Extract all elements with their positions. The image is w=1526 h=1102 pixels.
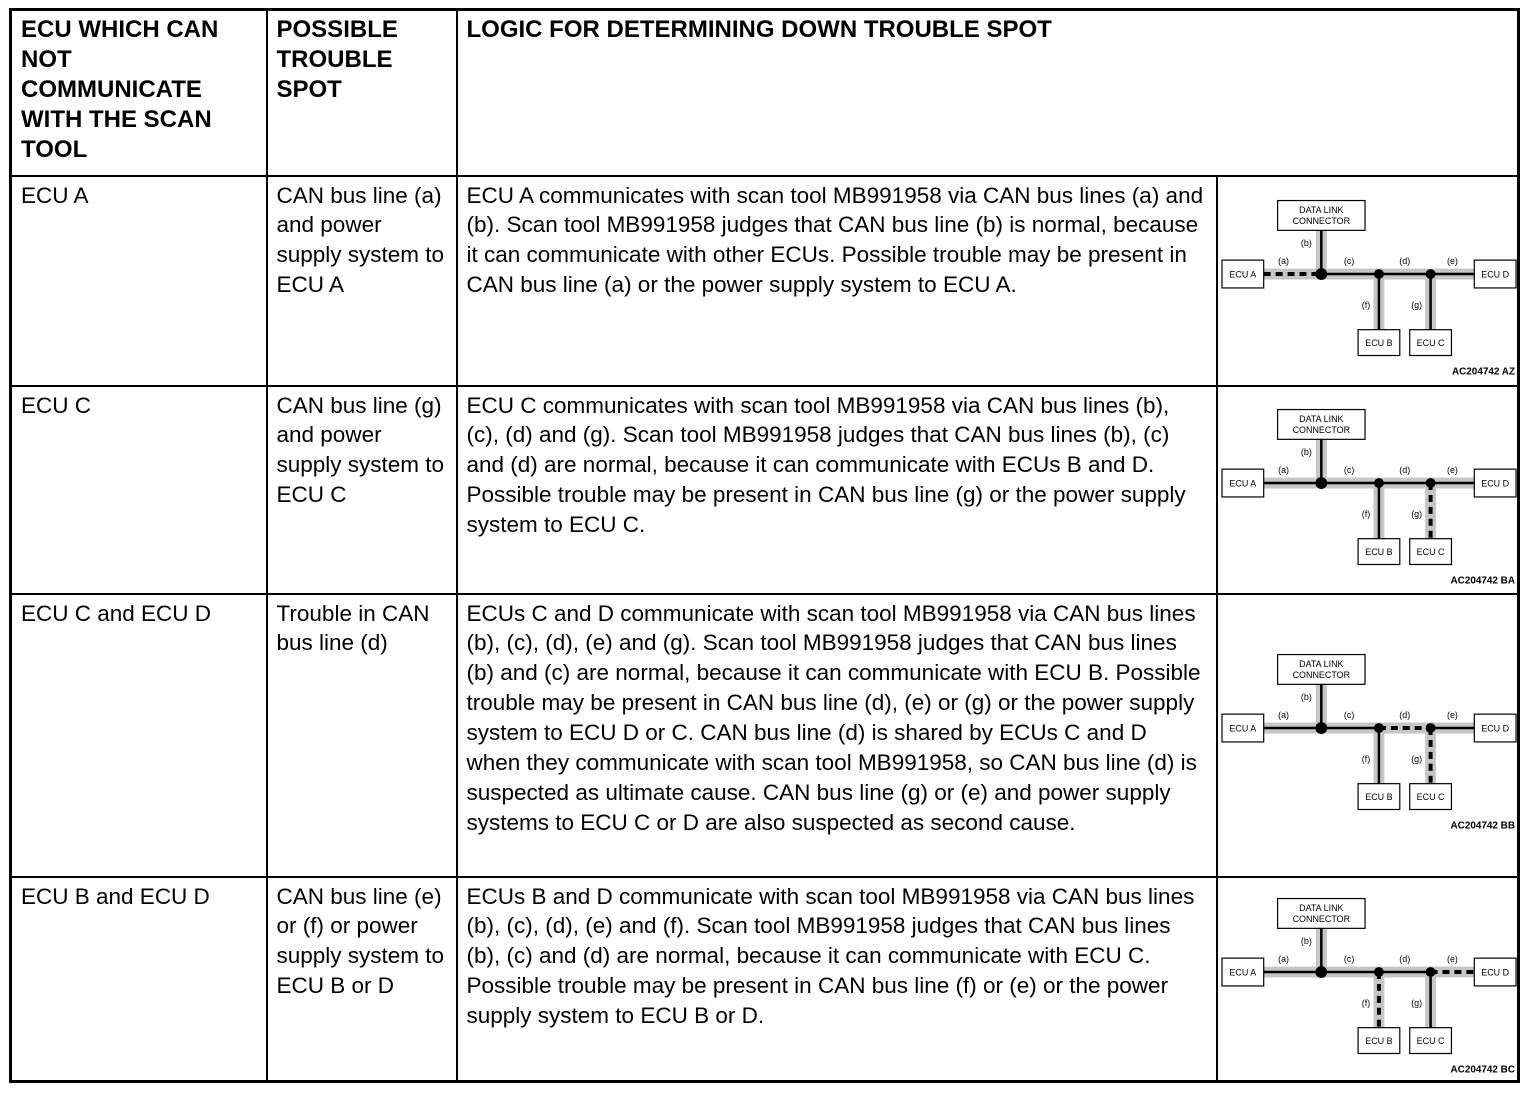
can-bus-diagram [1220, 880, 1518, 1078]
svg-text:ECU C: ECU C [1416, 546, 1444, 557]
junction-dot [1315, 268, 1327, 280]
header-cell-logic: LOGIC FOR DETERMINING DOWN TROUBLE SPOT [457, 10, 1519, 176]
junction-dot [1373, 478, 1383, 488]
svg-text:ECU B: ECU B [1364, 337, 1393, 348]
segment-label-b: (b) [1300, 692, 1312, 703]
cell-ecu: ECU B and ECU D [11, 877, 267, 1082]
segment-label-c: (c) [1343, 255, 1354, 266]
segment-label-b: (b) [1300, 446, 1312, 457]
can-bus-diagram [1220, 636, 1518, 834]
cell-ecu: ECU C and ECU D [11, 594, 267, 877]
svg-text:ECU A: ECU A [1228, 268, 1256, 279]
svg-text:CONNECTOR: CONNECTOR [1292, 670, 1350, 681]
table-row [11, 176, 1519, 386]
svg-text:CONNECTOR: CONNECTOR [1292, 913, 1350, 924]
svg-text:ECU D: ECU D [1480, 967, 1509, 978]
svg-text:CONNECTOR: CONNECTOR [1292, 424, 1350, 435]
segment-label-c: (c) [1343, 710, 1354, 721]
junction-dot [1373, 269, 1383, 279]
segment-label-c: (c) [1343, 953, 1354, 964]
junction-dot [1373, 723, 1383, 733]
segment-label-d: (d) [1398, 710, 1410, 721]
junction-dot [1425, 478, 1435, 488]
svg-text:DATA LINK: DATA LINK [1298, 902, 1344, 913]
table-row [11, 386, 1519, 594]
svg-text:ECU D: ECU D [1480, 723, 1509, 734]
cell-diagram [1217, 594, 1519, 877]
segment-label-g: (g) [1410, 997, 1422, 1008]
cell-logic: ECUs C and D communicate with scan tool MB991958 via CAN bus lines (b), (c), (d), (e) and (g). Scan tool MB991958 judges that CAN bus lines (b) and (c) are normal, because it can communicate with ECU B. Possible trouble may be present in CAN bus line (d), (e) or (g) or the power supply system to ECU D or C. CAN bus line (d) is shared by ECUs C and D when they communicate with scan tool MB991958, so CAN bus line (d) is suspected as ultimate cause. CAN bus line (g) or (e) and power supply systems to ECU C or D are also suspected as second cause. [457, 594, 1217, 877]
can-bus-diagram-svg [1220, 391, 1518, 589]
segment-label-f: (f) [1361, 508, 1370, 519]
segment-label-d: (d) [1398, 953, 1410, 964]
segment-label-d: (d) [1398, 255, 1410, 266]
can-troubleshooting-table [9, 8, 1520, 1083]
junction-dot [1315, 722, 1327, 734]
segment-label-b: (b) [1300, 935, 1312, 946]
junction-dot [1315, 966, 1327, 978]
svg-text:ECU A: ECU A [1228, 477, 1256, 488]
svg-text:ECU D: ECU D [1480, 477, 1509, 488]
cell-trouble-spot: CAN bus line (g) and power supply system to ECU C [267, 386, 457, 594]
svg-text:CONNECTOR: CONNECTOR [1292, 215, 1350, 226]
segment-label-d: (d) [1398, 464, 1410, 475]
segment-label-b: (b) [1300, 237, 1312, 248]
segment-label-g: (g) [1410, 299, 1422, 310]
junction-dot [1425, 967, 1435, 977]
cell-logic: ECU A communicates with scan tool MB991958 via CAN bus lines (a) and (b). Scan tool MB991958 judges that CAN bus line (b) is normal, because it can communicate with other ECUs. Possible trouble may be present in CAN bus line (a) or the power supply system to ECU A. [457, 176, 1217, 386]
diagram-ref-code: AC204742 AZ [1451, 365, 1515, 377]
svg-text:ECU C: ECU C [1416, 337, 1444, 348]
can-bus-diagram-svg [1220, 182, 1518, 380]
svg-text:ECU C: ECU C [1416, 791, 1444, 802]
diagram-ref-code: AC204742 BC [1449, 1064, 1515, 1076]
can-bus-diagram-svg [1220, 636, 1518, 834]
segment-label-e: (e) [1446, 255, 1458, 266]
cell-ecu: ECU C [11, 386, 267, 594]
header-row [11, 10, 1519, 176]
svg-text:ECU D: ECU D [1480, 268, 1509, 279]
junction-dot [1425, 269, 1435, 279]
segment-label-f: (f) [1361, 299, 1370, 310]
header-cell-trouble-spot: POSSIBLE TROUBLE SPOT [267, 10, 457, 176]
diagram-ref-code: AC204742 BB [1449, 820, 1515, 832]
junction-dot [1425, 723, 1435, 733]
svg-text:ECU B: ECU B [1364, 791, 1393, 802]
svg-text:ECU B: ECU B [1364, 1035, 1393, 1046]
cell-diagram [1217, 386, 1519, 594]
header-cell-ecu: ECU WHICH CAN NOT COMMUNICATE WITH THE SCAN TOOL [11, 10, 267, 176]
cell-trouble-spot: CAN bus line (a) and power supply system to ECU A [267, 176, 457, 386]
svg-text:DATA LINK: DATA LINK [1298, 204, 1344, 215]
cell-ecu: ECU A [11, 176, 267, 386]
diagram-ref-code: AC204742 BA [1449, 574, 1515, 586]
segment-label-e: (e) [1446, 710, 1458, 721]
cell-logic: ECUs B and D communicate with scan tool MB991958 via CAN bus lines (b), (c), (d), (e) and (f). Scan tool MB991958 judges that CAN bus lines (b), (c) and (d) are normal, because it can communicate with ECU C. Possible trouble may be present in CAN bus line (f) or (e) or the power supply system to ECU B or D. [457, 877, 1217, 1082]
svg-text:ECU A: ECU A [1228, 723, 1256, 734]
svg-text:ECU B: ECU B [1364, 546, 1393, 557]
svg-text:ECU A: ECU A [1228, 967, 1256, 978]
svg-text:DATA LINK: DATA LINK [1298, 413, 1344, 424]
segment-label-a: (a) [1277, 464, 1289, 475]
can-bus-diagram-svg [1220, 880, 1518, 1078]
can-bus-diagram [1220, 182, 1518, 380]
svg-text:DATA LINK: DATA LINK [1298, 659, 1344, 670]
segment-label-a: (a) [1277, 710, 1289, 721]
segment-label-e: (e) [1446, 464, 1458, 475]
segment-label-c: (c) [1343, 464, 1354, 475]
segment-label-a: (a) [1277, 255, 1289, 266]
junction-dot [1373, 967, 1383, 977]
cell-trouble-spot: Trouble in CAN bus line (d) [267, 594, 457, 877]
can-bus-diagram [1220, 391, 1518, 589]
cell-logic: ECU C communicates with scan tool MB991958 via CAN bus lines (b), (c), (d) and (g). Scan tool MB991958 judges that CAN bus lines (b), (c) and (d) are normal, because it can communicate with ECUs B and D. Possible trouble may be present in CAN bus line (g) or the power supply system to ECU C. [457, 386, 1217, 594]
junction-dot [1315, 477, 1327, 489]
segment-label-g: (g) [1410, 508, 1422, 519]
segment-label-f: (f) [1361, 997, 1370, 1008]
segment-label-g: (g) [1410, 753, 1422, 764]
segment-label-f: (f) [1361, 753, 1370, 764]
cell-diagram [1217, 176, 1519, 386]
segment-label-e: (e) [1446, 953, 1458, 964]
table-row [11, 877, 1519, 1082]
svg-text:ECU C: ECU C [1416, 1035, 1444, 1046]
cell-diagram [1217, 877, 1519, 1082]
page [0, 8, 1526, 1083]
segment-label-a: (a) [1277, 953, 1289, 964]
cell-trouble-spot: CAN bus line (e) or (f) or power supply system to ECU B or D [267, 877, 457, 1082]
table-row [11, 594, 1519, 877]
